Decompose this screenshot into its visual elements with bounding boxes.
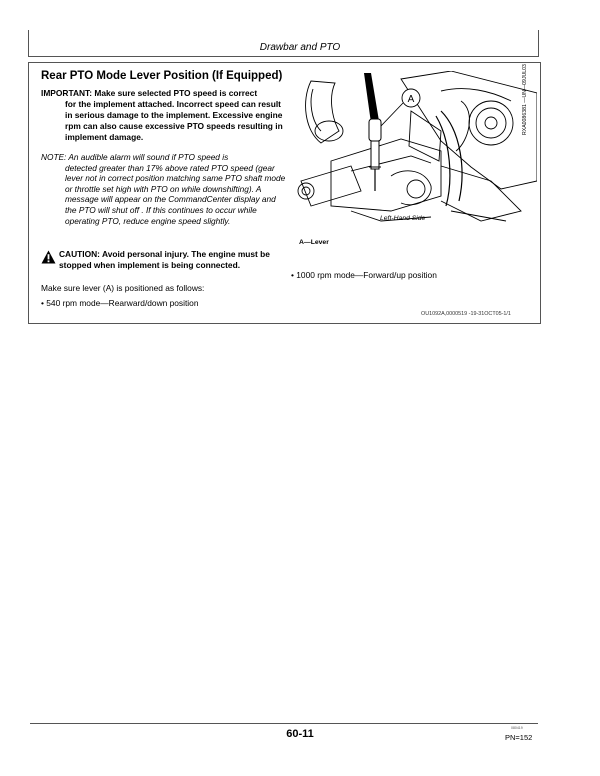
important-text: for the implement attached. Incorrect speed can result in serious damage to the implement. Excessive engine rpm can also cause excessive PTO speeds resulting in implement damage.: [65, 99, 283, 142]
bullet-540-text: 540 rpm mode—Rearward/down position: [46, 298, 199, 308]
note-text: detected greater than 17% above rated PTO speed (gear lever not in correct position matching same PTO shaft mode or throttle set high with PTO on while downshifting). A message will appear on the CommandCenter display and the PTO will shut off . If this continues to occur while operating PTO, reduce engine speed slightly.: [65, 162, 286, 226]
pn-number: PN=152: [505, 733, 533, 742]
note-lead: NOTE: An audible alarm will sound if PTO speed is: [41, 152, 229, 162]
bullet-icon: •: [291, 270, 297, 280]
note-block: [41, 152, 286, 226]
section-header-title: Drawbar and PTO: [259, 42, 341, 53]
caution-block: [41, 249, 286, 271]
page-number: 60-11: [286, 728, 314, 740]
figure-legend: A—Lever: [299, 239, 329, 246]
important-lead: IMPORTANT: Make sure selected PTO speed is correct: [41, 88, 258, 98]
document-code: OU1092A,0000519 -19-31OCT05-1/1: [421, 311, 511, 317]
bullet-1000-text: 1000 rpm mode—Forward/up position: [296, 270, 437, 280]
footer-divider: [30, 723, 538, 724]
figure-caption: Left-Hand Side: [380, 215, 426, 222]
instruction-text: Make sure lever (A) is positioned as follows:: [41, 283, 205, 293]
list-item-1000: [291, 270, 437, 280]
list-item-540: [41, 298, 199, 308]
figure-id: RXA0086381 —UN—09JUL03: [522, 64, 528, 135]
warning-triangle-icon: [41, 250, 56, 264]
footer-small-code: 080419: [511, 726, 523, 730]
caution-text: CAUTION: Avoid personal injury. The engine must be stopped when implement is being connected.: [59, 249, 270, 270]
page-title: Rear PTO Mode Lever Position (If Equipped): [41, 70, 283, 82]
important-notice: [41, 88, 286, 143]
callout-a-label: A: [407, 94, 415, 105]
bullet-icon: •: [41, 298, 47, 308]
pto-lever-illustration: [291, 71, 537, 233]
